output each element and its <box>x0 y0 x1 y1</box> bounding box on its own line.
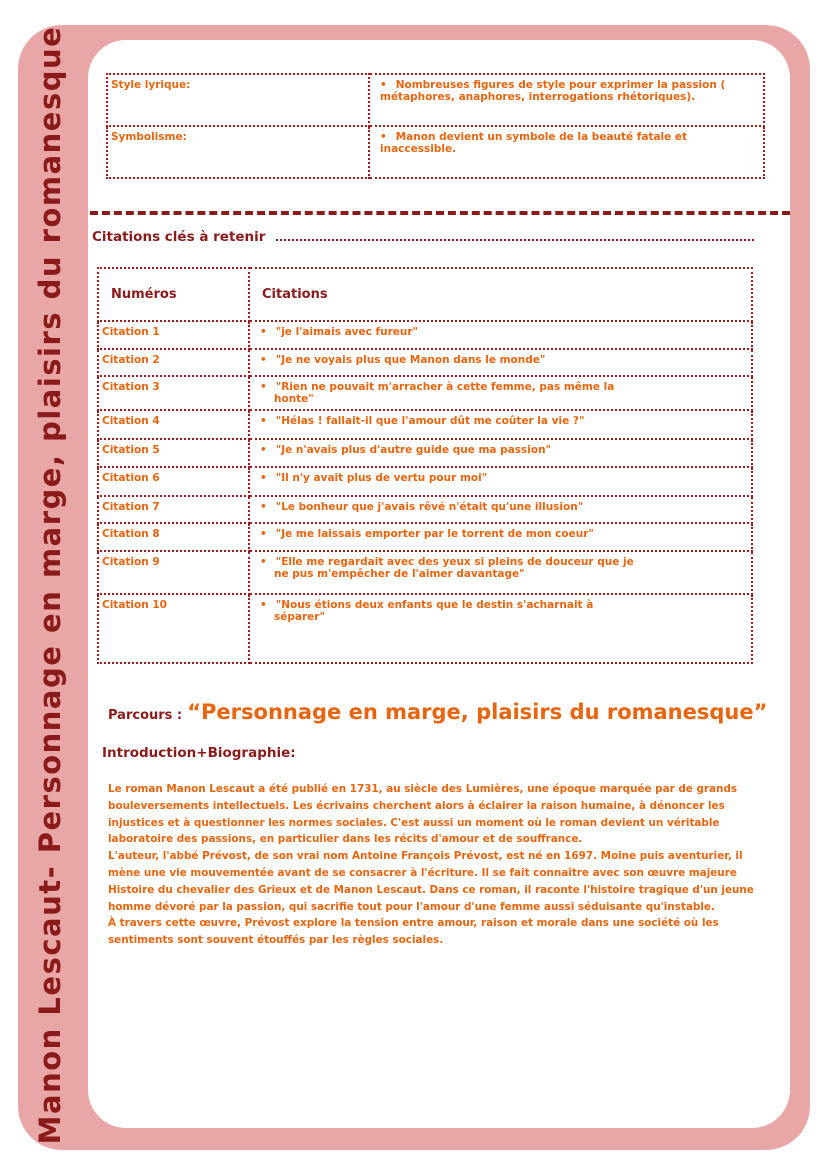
table-row <box>98 523 752 551</box>
citation-text: • "je l'aimais avec fureur" <box>260 326 418 338</box>
citation-text: • "Le bonheur que j'avais rêvé n'était qu'une illusion" <box>260 501 583 513</box>
paragraph: Le roman Manon Lescaut a été publié en 1731, au siècle des Lumières, une époque marquée par de grands bouleversements intellectuels. Les écrivains cherchent alors à éclairer la raison humaine, à dénoncer les injustices et à questionner les normes sociales. C'est aussi un moment où le roman devient un véritable laboratoire des passions, en particulier dans les récits d'amour et de souffrance. <box>108 783 738 846</box>
citation-cell <box>249 467 752 496</box>
citation-number: Citation 4 <box>98 410 249 439</box>
citation-text: • "Hélas ! fallait-il que l'amour dût me coûter la vie ?" <box>260 415 584 427</box>
bullet-text: • Manon devient un symbole de la beauté fatale et inaccessible. <box>380 131 687 155</box>
table-row <box>98 467 752 496</box>
citation-number: Citation 3 <box>98 376 249 410</box>
table-header-row <box>98 268 752 321</box>
citation-text: • "Je ne voyais plus que Manon dans le monde" <box>260 354 545 366</box>
table-row <box>98 349 752 376</box>
intro-heading: Introduction+Biographie: <box>102 745 296 761</box>
citation-number: Citation 6 <box>98 467 249 496</box>
citation-cell <box>249 349 752 376</box>
table-row <box>98 376 752 410</box>
table-row <box>98 551 752 594</box>
paragraph: À travers cette œuvre, Prévost explore la tension entre amour, raison et morale dans une société où les sentiments sont souvent étouffés par les règles sociales. <box>108 917 719 947</box>
citation-cell <box>249 410 752 439</box>
table-row <box>98 439 752 467</box>
citation-text: • "Elle me regardait avec des yeux si pleins de douceur que je ne pus m'empêcher de l'aimer davantage" <box>260 556 634 580</box>
parcours <box>108 700 767 724</box>
row-label: Symbolisme: <box>107 126 369 178</box>
citation-number: Citation 7 <box>98 496 249 523</box>
section-divider <box>90 211 790 215</box>
bullet-text: • Nombreuses figures de style pour exprimer la passion ( métaphores, anaphores, interrogations rhétoriques). <box>380 79 725 103</box>
table-row <box>98 594 752 663</box>
citation-cell <box>249 551 752 594</box>
citation-text: • "Il n'y avait plus de vertu pour moi" <box>260 472 487 484</box>
citation-text: • "Je me laissais emporter par le torrent de mon coeur" <box>260 528 594 540</box>
citation-text: • "Nous étions deux enfants que le destin s'acharnait à séparer" <box>260 599 593 623</box>
citation-cell <box>249 439 752 467</box>
citation-text: • "Rien ne pouvait m'arracher à cette femme, pas même la honte" <box>260 381 614 405</box>
row-text <box>369 126 764 178</box>
intro-text <box>108 781 758 949</box>
parcours-title: “Personnage en marge, plaisirs du romanesque” <box>187 700 768 724</box>
citation-number: Citation 9 <box>98 551 249 594</box>
side-title: Manon Lescaut- Personnage en marge, plaisirs du romanesque <box>33 25 67 1145</box>
parcours-label: Parcours : <box>108 708 183 723</box>
citation-cell <box>249 496 752 523</box>
dotted-rule <box>276 239 754 241</box>
paragraph: L'auteur, l'abbé Prévost, de son vrai nom Antoine François Prévost, est né en 1697. Moine puis aventurier, il mène une vie mouvementée avant de se consacrer à l'écriture. Il se fait connaître avec son œuvre majeure Histoire du chevalier des Grieux et de Manon Lescaut. Dans ce roman, il raconte l'histoire tragique d'un jeune homme dévoré par la passion, qui sacrifie tout pour l'amour d'une femme aussi séduisante qu'instable. <box>108 850 754 913</box>
citation-cell <box>249 376 752 410</box>
row-text <box>369 74 764 126</box>
citation-number: Citation 8 <box>98 523 249 551</box>
table-row <box>98 496 752 523</box>
table-row <box>98 321 752 349</box>
citations-heading: Citations clés à retenir <box>92 229 266 245</box>
citations-table <box>97 267 753 664</box>
table-row <box>98 410 752 439</box>
citation-number: Citation 10 <box>98 594 249 663</box>
citation-number: Citation 1 <box>98 321 249 349</box>
citation-cell <box>249 321 752 349</box>
citation-cell <box>249 594 752 663</box>
style-table <box>106 73 765 179</box>
citation-number: Citation 5 <box>98 439 249 467</box>
table-row <box>107 74 764 126</box>
row-label: Style lyrique: <box>107 74 369 126</box>
citation-number: Citation 2 <box>98 349 249 376</box>
header-numeros: Numéros <box>98 268 249 321</box>
table-row <box>107 126 764 178</box>
citation-cell <box>249 523 752 551</box>
header-citations: Citations <box>249 268 752 321</box>
citation-text: • "Je n'avais plus d'autre guide que ma passion" <box>260 444 551 456</box>
